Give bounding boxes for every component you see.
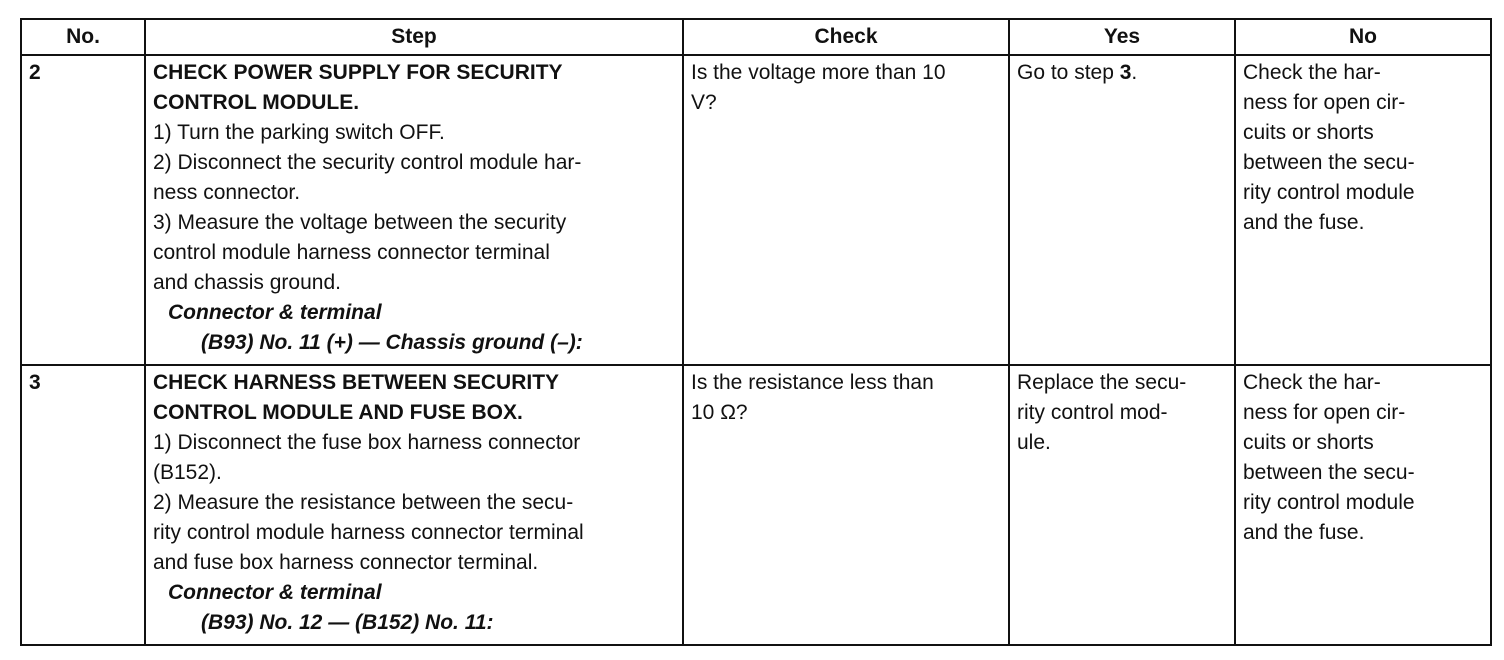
table-row: [21, 55, 1491, 365]
yes-suffix: .: [1131, 61, 1138, 84]
yes-cell: [1009, 365, 1235, 645]
step-instruction: 2) Disconnect the security control module har-: [153, 151, 582, 174]
connector-spec: (B93) No. 11 (+) — Chassis ground (–):: [201, 331, 583, 354]
step-instruction: rity control module harness connector terminal: [153, 521, 584, 544]
yes-line: rity control mod-: [1017, 401, 1168, 424]
step-title-line: CONTROL MODULE.: [153, 91, 360, 114]
yes-step-ref: 3: [1119, 61, 1132, 84]
check-line: Is the resistance less than: [691, 371, 934, 394]
yes-cell: [1009, 55, 1235, 365]
step-cell: [145, 365, 683, 645]
connector-label: Connector & terminal: [168, 301, 382, 324]
no-line: rity control module: [1243, 181, 1415, 204]
no-line: Check the har-: [1243, 61, 1381, 84]
connector-spec: (B93) No. 12 — (B152) No. 11:: [201, 611, 494, 634]
no-line: and the fuse.: [1243, 521, 1365, 544]
header-yes: Yes: [1009, 19, 1235, 55]
step-instruction: 1) Turn the parking switch OFF.: [153, 121, 445, 144]
step-instruction: 3) Measure the voltage between the security: [153, 211, 567, 234]
connector-label: Connector & terminal: [168, 581, 382, 604]
header-no-result: No: [1235, 19, 1491, 55]
check-line: V?: [691, 91, 717, 114]
check-line: 10 Ω?: [691, 401, 748, 424]
yes-prefix: Go to step: [1017, 61, 1120, 84]
step-instruction: ness connector.: [153, 181, 301, 204]
step-cell: [145, 55, 683, 365]
step-title-line: CHECK POWER SUPPLY FOR SECURITY: [153, 61, 563, 84]
step-instruction: (B152).: [153, 461, 222, 484]
no-cell: [1235, 55, 1491, 365]
yes-line: Replace the secu-: [1017, 371, 1187, 394]
no-line: between the secu-: [1243, 151, 1415, 174]
step-instruction: control module harness connector terminal: [153, 241, 550, 264]
no-cell: [1235, 365, 1491, 645]
step-instruction: 2) Measure the resistance between the secu-: [153, 491, 574, 514]
step-title-line: CHECK HARNESS BETWEEN SECURITY: [153, 371, 560, 394]
step-title-line: CONTROL MODULE AND FUSE BOX.: [153, 401, 523, 424]
step-instruction: 1) Disconnect the fuse box harness connector: [153, 431, 581, 454]
step-number: 3: [21, 365, 145, 645]
no-line: ness for open cir-: [1243, 91, 1406, 114]
no-line: cuits or shorts: [1243, 121, 1374, 144]
no-line: Check the har-: [1243, 371, 1381, 394]
step-number: 2: [21, 55, 145, 365]
header-no: No.: [21, 19, 145, 55]
check-cell: [683, 55, 1009, 365]
diagnostic-table: [20, 18, 1492, 646]
check-line: Is the voltage more than 10: [691, 61, 946, 84]
step-instruction: and chassis ground.: [153, 271, 341, 294]
no-line: and the fuse.: [1243, 211, 1365, 234]
yes-line: ule.: [1017, 431, 1051, 454]
no-line: between the secu-: [1243, 461, 1415, 484]
step-instruction: and fuse box harness connector terminal.: [153, 551, 539, 574]
table-header-row: [21, 19, 1491, 55]
check-cell: [683, 365, 1009, 645]
header-check: Check: [683, 19, 1009, 55]
header-step: Step: [145, 19, 683, 55]
no-line: cuits or shorts: [1243, 431, 1374, 454]
table-row: [21, 365, 1491, 645]
no-line: rity control module: [1243, 491, 1415, 514]
no-line: ness for open cir-: [1243, 401, 1406, 424]
